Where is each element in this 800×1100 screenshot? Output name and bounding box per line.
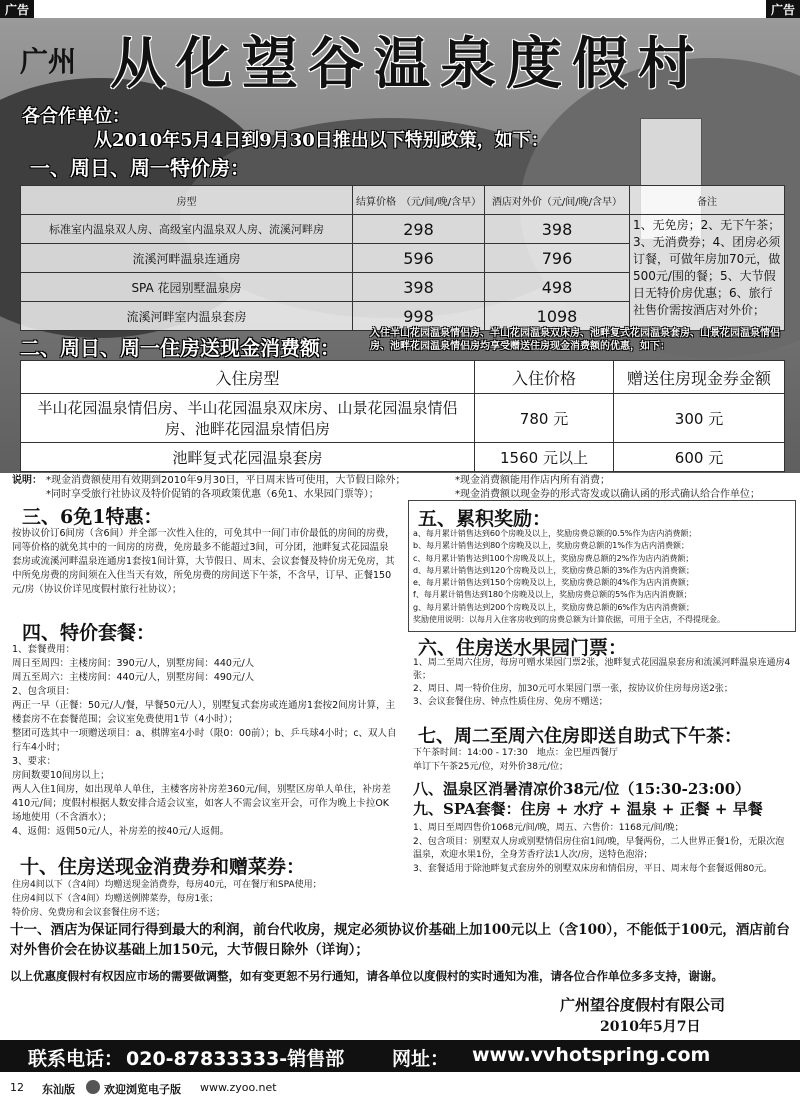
website-label: 网址：: [392, 1048, 450, 1070]
s2-note-1: *现金消费额使用有效期到2010年9月30日，平日周末皆可使用，大节假日除外；: [46, 475, 406, 486]
s8-title: 八、温泉区消暑清凉价38元/位（15:30-23:00）: [413, 780, 751, 798]
list-item: a、每月累计销售达到60个房晚及以上，奖励房费总额的0.5%作为店内消费额；: [413, 529, 697, 538]
page-number: 12: [10, 1081, 24, 1094]
s2-title: 二、周日、周一住房送现金消费额：: [20, 336, 340, 360]
s10-list: [12, 878, 402, 920]
s1-row-settle: 398: [353, 273, 485, 302]
s1-row-public: 1098: [485, 302, 630, 331]
s1-row-public: 796: [485, 244, 630, 273]
website-link[interactable]: www.vvhotspring.com: [472, 1044, 711, 1066]
s1-row-settle: 998: [353, 302, 485, 331]
list-item: 3、要求：: [12, 756, 57, 767]
s1-header-settle: 结算价格 （元/间/晚/含早）: [353, 186, 485, 215]
s1-header-public: 酒店对外价（元/间/晚/含早）: [485, 186, 630, 215]
intro-greeting: 各合作单位：: [22, 106, 130, 127]
list-item: 两人入住1间房，如出现单人单住，主楼客房补房差360元/间，别墅区房单人单住，补房差410元/间；度假村根据人数安排合适会议室，如客人不需会议室开会，可作为晚上卡拉OK场地使用（不含酒水）；: [12, 784, 391, 823]
s2-row-price: 1560 元以上: [475, 443, 614, 472]
list-item: 1、周日至周四售价1068元/间/晚，周五、六售价：1168元/间/晚；: [413, 823, 684, 833]
phone-number: 020-87833333-销售部: [126, 1048, 345, 1070]
s6-list: [413, 657, 793, 709]
s1-header-remark: 备注: [630, 186, 785, 215]
s4-title: 四、特价套餐：: [22, 622, 156, 644]
intro-line: 从2010年5月4日到9月30日推出以下特别政策，如下：: [94, 130, 549, 151]
list-item: 房间数要10间房以上；: [12, 770, 110, 781]
ad-tag-right: 广告: [766, 0, 800, 19]
page-title: 从化望谷温泉度假村: [110, 31, 704, 97]
footer-site-link[interactable]: www.zyoo.net: [200, 1081, 277, 1094]
list-item: d、每月累计销售达到120个房晚及以上，奖励房费总额的3%作为店内消费额；: [413, 565, 695, 575]
s1-row-public: 398: [485, 215, 630, 244]
list-item: 4、返佣：返佣50元/人，补房差的按40元/人返佣。: [12, 826, 230, 837]
ad-tag-left: 广告: [0, 0, 34, 19]
closing-text: 以上优惠度假村有权因应市场的需要做调整，如有变更恕不另行通知，请各单位以度假村的实时通知为准，请各位合作单位多多支持，谢谢。: [10, 969, 723, 983]
s2-header-gift: 赠送住房现金券金额: [614, 361, 785, 394]
s1-header-roomtype: 房型: [21, 186, 353, 215]
list-item: 整团可选其中一项赠送项目：a、棋牌室4小时（限0：00前）；b、乒乓球4小时；c、双人自行车4小时；: [12, 728, 397, 753]
s2-note-3: *同时享受旅行社协议及特价促销的各项政策优惠（6免1、水果园门票等）；: [46, 489, 379, 500]
s2-note-label: 说明：: [12, 475, 42, 486]
list-item: c、每月累计销售达到100个房晚及以上，奖励房费总额的2%作为店内消费额；: [413, 553, 694, 563]
logo-icon: [86, 1080, 100, 1094]
s2-header-roomtype: 入住房型: [21, 361, 475, 394]
list-item: 2、包含项目：别墅双人房或别墅情侣房住宿1间/晚，早餐两份，二人世界正餐1份，无限次泡温泉，欢迎水果1份，全身芳香疗法1人次/房，送特色泡浴；: [413, 836, 785, 860]
list-item: 住房4间以下（含4间）均赠送现金消费券，每房40元，可在餐厅和SPA使用；: [12, 880, 322, 890]
table-row: [21, 215, 785, 244]
list-item: 1、周二至周六住房，每房可赠水果园门票2张，池畔复式花园温泉套房和流溪河畔温泉连通房4张；: [413, 658, 791, 681]
table-row: [21, 394, 785, 443]
list-item: 奖励使用说明：以每月入住客房收到的房费总额为计算依据，可用于全店，不得提现金。: [413, 615, 725, 625]
s1-row-public: 498: [485, 273, 630, 302]
s1-row-settle: 596: [353, 244, 485, 273]
s1-row-name: 标准室内温泉双人房、高级室内温泉双人房、流溪河畔房: [21, 215, 353, 244]
s2-row-gift: 600 元: [614, 443, 785, 472]
list-item: 下午茶时间：14:00 - 17:30 地点：金巴厘西餐厅: [413, 748, 618, 758]
list-item: 两正一早（正餐：50元/人/餐，早餐50元/人），别墅复式套房或连通房1套按2间房计算，主楼套房不在套餐范围；会议室免费使用1节（4小时）；: [12, 700, 396, 725]
list-item: 周日至周四：主楼房间：390元/人，别墅房间：440元/人: [12, 658, 255, 669]
s3-text: 按协议价订6间房（含6间）并全部一次性入住的，可免其中一间门市价最低的房间的房费，同等价格的就免其中的一间房的房费，免房最多不能超过3间，可分团，池畔复式花园温泉套房或流溪河畔温泉连通房1套按1间计算，大节假日、周末、会议套餐及特价房无免房，其中所免房费的房间须在入住当天有效，所免房费的房间送下午茶，不含早，订早、正餐150元/房（协议价详见度假村旅行社协议）；: [12, 528, 395, 595]
edition-label: 东汕版: [42, 1083, 75, 1096]
s1-row-settle: 298: [353, 215, 485, 244]
list-item: 2、周日、周一特价住房，加30元可水果园门票一张，按协议价住房每房送2张；: [413, 684, 733, 694]
s5-list: [413, 528, 791, 626]
location-label: 广州: [20, 45, 77, 78]
s9-list: [413, 822, 793, 876]
s1-row-name: SPA 花园别墅温泉房: [21, 273, 353, 302]
s2-header-price: 入住价格: [475, 361, 614, 394]
s2-note-2: *现金消费额能用作店内所有消费；: [455, 475, 610, 486]
list-item: g、每月累计销售达到200个房晚及以上，奖励房费总额的6%作为店内消费额；: [413, 602, 695, 612]
contact-bar: [0, 1040, 800, 1072]
s2-row-name: 半山花园温泉情侣房、半山花园温泉双床房、山景花园温泉情侣房、池畔花园温泉情侣房: [21, 394, 475, 443]
list-item: 3、会议套餐住房、钟点性质住房、免房不赠送；: [413, 697, 608, 707]
list-item: 特价房、免费房和会议套餐住房不送；: [12, 908, 166, 918]
s2-note-4: *现金消费额以现金券的形式寄发或以确认函的形式确认给合作单位；: [455, 489, 760, 500]
s7-title: 七、周二至周六住房即送自助式下午茶：: [418, 726, 742, 747]
signature-company: 广州望谷度假村有限公司: [560, 996, 726, 1014]
s1-title: 一、周日、周一特价房：: [30, 156, 250, 180]
list-item: b、每月累计销售达到80个房晚及以上，奖励房费总额的1%作为店内消费额；: [413, 541, 689, 551]
phone-label: 联系电话：: [28, 1048, 124, 1070]
table-row: [21, 443, 785, 472]
promo-label: 欢迎浏览电子版: [104, 1083, 181, 1096]
list-item: 住房4间以下（含4间）均赠送例牌菜券，每房1张；: [12, 894, 219, 904]
s1-row-name: 流溪河畔温泉连通房: [21, 244, 353, 273]
s6-title: 六、住房送水果园门票：: [418, 637, 628, 659]
s7-list: [413, 746, 793, 774]
s4-list: [12, 643, 397, 839]
s2-row-price: 780 元: [475, 394, 614, 443]
s2-side-text: 入住半山花园温泉情侣房、半山花园温泉双床房、池畔复式花园温泉套房、山景花园温泉情侣房、池畔花园温泉情侣房均享受赠送住房现金消费额的优惠，如下：: [370, 328, 780, 352]
s2-table: [20, 360, 785, 472]
signature-date: 2010年5月7日: [600, 1019, 701, 1035]
list-item: 单订下午茶25元/位，对外价38元/位；: [413, 762, 568, 772]
s1-remark: 1、无免房；2、无下午茶；3、无消费券；4、团房必须订餐，可做年房加70元，做500元/围的餐；5、大节假日无特价房优惠；6、旅行社售价需按酒店对外价；: [630, 215, 785, 331]
s2-row-gift: 300 元: [614, 394, 785, 443]
title-block: [10, 20, 790, 97]
list-item: f、每月累计销售达到180个房晚及以上，奖励房费总额的5%作为店内消费额；: [413, 590, 692, 600]
s3-title: 三、6免1特惠：: [22, 506, 163, 528]
s5-title: 五、累积奖励：: [418, 508, 552, 530]
list-item: 3、套餐适用于除池畔复式套房外的别墅双床房和情侣房，平日、周末每个套餐返佣80元。: [413, 863, 773, 874]
s10-title: 十、住房送现金消费券和赠菜券：: [20, 856, 306, 878]
s11-text: 十一、酒店为保证同行得到最大的利润，前台代收房，规定必须协议价基础上加100元以上（含100），不能低于100元，酒店前台对外售价会在协议基础上加150元，大节假日除外（详询）；: [10, 922, 790, 958]
s2-row-name: 池畔复式花园温泉套房: [21, 443, 475, 472]
s9-title: 九、SPA套餐：住房 + 水疗 + 温泉 + 正餐 + 早餐: [413, 800, 763, 818]
list-item: 1、套餐费用：: [12, 644, 76, 655]
list-item: 周五至周六：主楼房间：440元/人，别墅房间：490元/人: [12, 672, 255, 683]
list-item: 2、包含项目：: [12, 686, 76, 697]
s1-table: [20, 185, 785, 331]
list-item: e、每月累计销售达到150个房晚及以上，奖励房费总额的4%作为店内消费额；: [413, 578, 694, 588]
s1-row-name: 流溪河畔室内温泉套房: [21, 302, 353, 331]
